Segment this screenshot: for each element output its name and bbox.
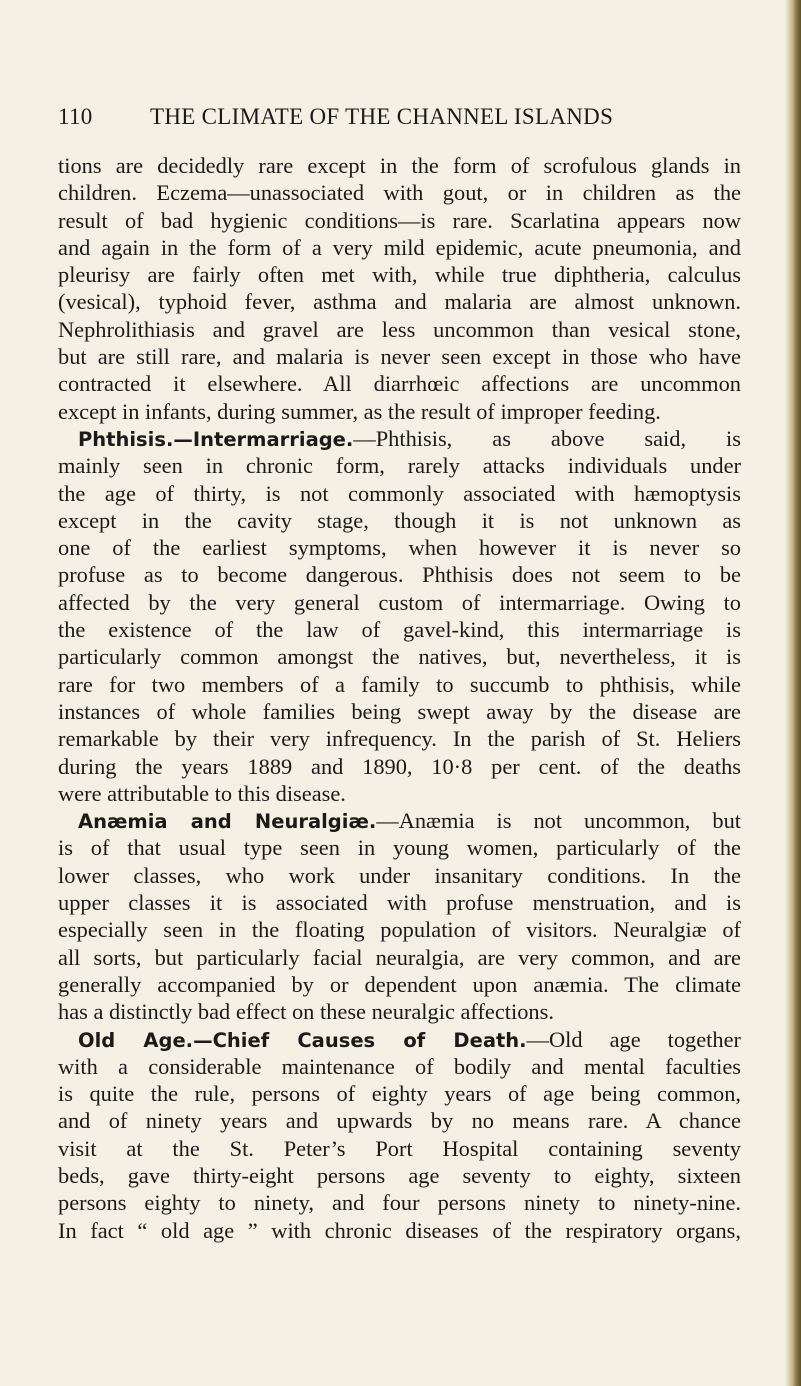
text-line: lower classes, who work under insanitary conditions. In the [58, 862, 741, 888]
page-edge-shadow [785, 0, 801, 1386]
text-line: except in the cavity stage, though it is not unknown as [58, 507, 741, 533]
text-line: except in infants, during summer, as the result of improper feeding. [58, 398, 661, 424]
text-run: —Anæmia is not uncommon, but [376, 808, 741, 834]
text-line: generally accompanied by or dependent upon anæmia. The climate [58, 971, 741, 997]
text-line: pleurisy are fairly often met with, while true diphtheria, calculus [58, 262, 741, 288]
running-head [58, 104, 758, 134]
text-line: affected by the very general custom of intermarriage. Owing to [58, 589, 741, 615]
text-line: is quite the rule, persons of eighty years of age being common, [58, 1081, 741, 1107]
text-line: particularly common amongst the natives, but, nevertheless, it is [58, 644, 741, 670]
text-line: has a distinctly bad effect on these neuralgic affections. [58, 999, 554, 1025]
text-line: instances of whole families being swept away by the disease are [58, 698, 741, 724]
text-line: profuse as to become dangerous. Phthisis does not seem to be [58, 562, 741, 588]
text-run: —Old age together [526, 1026, 741, 1052]
text-line: beds, gave thirty-eight persons age seventy to eighty, sixteen [58, 1162, 741, 1188]
text-line: is of that usual type seen in young women, particularly of the [58, 835, 741, 861]
text-line: all sorts, but particularly facial neuralgia, are very common, and are [58, 944, 741, 970]
body-text [58, 152, 741, 1244]
text-line: visit at the St. Peter’s Port Hospital containing seventy [58, 1135, 741, 1161]
text-line: the existence of the law of gavel-kind, this intermarriage is [58, 617, 741, 643]
text-line: contracted it elsewhere. All diarrhœic affections are uncommon [58, 371, 741, 397]
running-title: THE CLIMATE OF THE CHANNEL ISLANDS [150, 104, 614, 129]
text-line: Nephrolithiasis and gravel are less uncommon than vesical stone, [58, 316, 741, 342]
text-line: result of bad hygienic conditions—is rare. Scarlatina appears now [58, 207, 741, 233]
text-line: especially seen in the floating population of visitors. Neuralgiæ of [58, 917, 741, 943]
text-line: upper classes it is associated with profuse menstruation, and is [58, 890, 741, 916]
text-line: persons eighty to ninety, and four persons ninety to ninety-nine. [58, 1190, 741, 1216]
section-heading-anaemia: Anæmia and Neuralgiæ. [78, 810, 377, 834]
text-run: —Phthisis, as above said, is [353, 425, 741, 451]
text-line: and again in the form of a very mild epidemic, acute pneumonia, and [58, 234, 741, 260]
text-line: children. Eczema—unassociated with gout, or in children as the [58, 180, 741, 206]
text-line: with a considerable maintenance of bodily and mental faculties [58, 1053, 741, 1079]
text-line: mainly seen in chronic form, rarely attacks individuals under [58, 453, 741, 479]
text-line: but are still rare, and malaria is never seen except in those who have [58, 344, 741, 370]
anaemia-first-line [58, 807, 741, 834]
text-line: were attributable to this disease. [58, 780, 346, 806]
text-line: and of ninety years and upwards by no means rare. A chance [58, 1108, 741, 1134]
text-line: In fact “ old age ” with chronic diseases of the respiratory organs, [58, 1217, 741, 1243]
page-number: 110 [58, 104, 93, 129]
text-line: during the years 1889 and 1890, 10·8 per cent. of the deaths [58, 753, 741, 779]
text-line: remarkable by their very infrequency. In the parish of St. Heliers [58, 726, 741, 752]
text-line: the age of thirty, is not commonly associated with hæmoptysis [58, 480, 741, 506]
section-heading-phthisis: Phthisis.—Intermarriage. [78, 427, 354, 451]
text-line: one of the earliest symptoms, when however it is never so [58, 535, 741, 561]
section-heading-old-age: Old Age.—Chief Causes of Death. [78, 1028, 527, 1052]
text-line: tions are decidedly rare except in the form of scrofulous glands in [58, 153, 741, 178]
text-line: rare for two members of a family to succumb to phthisis, while [58, 671, 741, 697]
phthisis-first-line [58, 425, 741, 452]
old-age-first-line [58, 1026, 741, 1053]
text-line: (vesical), typhoid fever, asthma and malaria are almost unknown. [58, 289, 741, 315]
